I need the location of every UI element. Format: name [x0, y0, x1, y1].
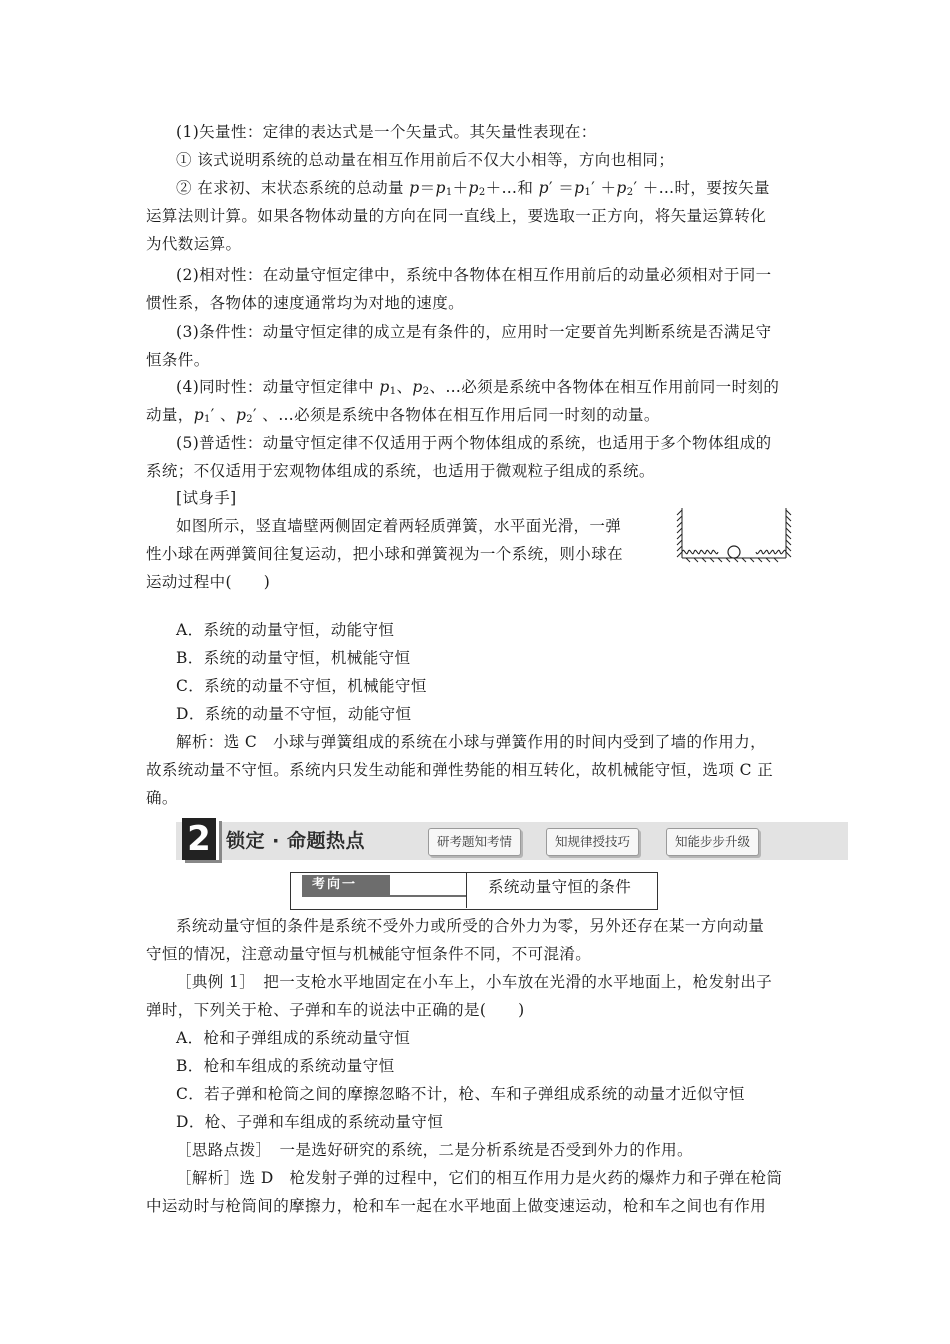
question-stem-line: 性小球在两弹簧间往复运动，把小球和弹簧视为一个系统，则小球在: [146, 545, 624, 563]
solution-line: 中运动时与枪筒间的摩擦力，枪和车一起在水平地面上做变速运动，枪和车之间也有作用: [146, 1197, 767, 1215]
example-question: ［典例 1］ 把一支枪水平地固定在小车上，小车放在光滑的水平地面上，枪发射出子: [176, 973, 773, 991]
option-d: D．系统的动量不守恒，动能守恒: [176, 705, 412, 723]
banner-tag-2: 知规律授技巧: [546, 828, 639, 856]
topic-underline: [302, 895, 466, 897]
option-b: B．系统的动量守恒，机械能守恒: [176, 649, 411, 667]
answer-analysis: 解析：选 C 小球与弹簧组成的系统在小球与弹簧作用的时间内受到了墙的作用力，: [176, 733, 766, 751]
banner-tag-3: 知能步步升级: [666, 828, 759, 856]
paragraph-line: 惯性系，各物体的速度通常均为对地的速度。: [146, 294, 465, 312]
section-title: 锁定 · 命题热点: [226, 830, 365, 852]
paragraph-conditions: 系统动量守恒的条件是系统不受外力或所受的合外力为零，另外还存在某一方向动量: [176, 917, 765, 935]
example-option-c: C．若子弹和枪筒之间的摩擦忽略不计，枪、车和子弹组成系统的动量才近似守恒: [176, 1085, 745, 1103]
option-a: A．系统的动量守恒，动能守恒: [176, 621, 395, 639]
solution-paragraph: ［解析］选 D 枪发射子弹的过程中，它们的相互作用力是火药的爆炸力和子弹在枪筒: [176, 1169, 783, 1187]
topic-divider: [466, 873, 467, 908]
question-stem-line: 运动过程中( ): [146, 573, 271, 591]
paragraph-universality: (5)普适性：动量守恒定律不仅适用于两个物体组成的系统，也适用于多个物体组成的: [176, 434, 772, 452]
example-question-line: 弹时，下列关于枪、子弹和车的说法中正确的是( ): [146, 1001, 525, 1019]
example-option-d: D．枪、子弹和车组成的系统动量守恒: [176, 1113, 444, 1131]
answer-analysis-line: 确。: [146, 789, 178, 807]
paragraph-line: 守恒的情况，注意动量守恒与机械能守恒条件不同，不可混淆。: [146, 945, 592, 963]
banner-tag-1: 研考题知考情: [428, 828, 521, 856]
paragraph-line: 恒条件。: [146, 351, 210, 369]
paragraph-condition: (3)条件性：动量守恒定律的成立是有条件的，应用时一定要首先判断系统是否满足守: [176, 323, 772, 341]
paragraph-relativity: (2)相对性：在动量守恒定律中，系统中各物体在相互作用前后的动量必须相对于同一: [176, 266, 772, 284]
paragraph-vector-1: ① 该式说明系统的总动量在相互作用前后不仅大小相等，方向也相同；: [176, 151, 675, 169]
section-number: 2: [182, 818, 219, 860]
paragraph-line: 运算法则计算。如果各物体动量的方向在同一直线上，要选取一正方向，将矢量运算转化: [146, 207, 767, 225]
topic-title: 系统动量守恒的条件: [488, 878, 632, 896]
paragraph-vector-2: ② 在求初、末状态系统的总动量 $p=p_1+p_2+\dots$和 $p' =p_1' +p_2'$ ＋…时，要按矢量: [176, 179, 770, 198]
topic-label: 考向一: [302, 875, 390, 895]
paragraph-line: 为代数运算。: [146, 235, 242, 253]
question-stem: 如图所示，竖直墙壁两侧固定着两轻质弹簧，水平面光滑，一弹: [176, 517, 622, 535]
example-option-a: A．枪和子弹组成的系统动量守恒: [176, 1029, 411, 1047]
example-option-b: B．枪和车组成的系统动量守恒: [176, 1057, 395, 1075]
section-label-try: [试身手]: [176, 489, 237, 507]
paragraph-simultaneity: (4)同时性：动量守恒定律中 $p_1$、$p_2$、…必须是系统中各物体在相互作用前同一时刻的: [176, 378, 780, 397]
paragraph-line: 动量，$p_1'$ 、$p_2'$ 、…必须是系统中各物体在相互作用后同一时刻的动量。: [146, 406, 660, 425]
hint-paragraph: ［思路点拨］ 一是选好研究的系统，二是分析系统是否受到外力的作用。: [176, 1141, 693, 1159]
paragraph-vector: (1)矢量性：定律的表达式是一个矢量式。其矢量性表现在：: [176, 123, 597, 141]
paragraph-line: 系统；不仅适用于宏观物体组成的系统，也适用于微观粒子组成的系统。: [146, 462, 655, 480]
option-c: C．系统的动量不守恒，机械能守恒: [176, 677, 427, 695]
spring-ball-diagram: [676, 506, 792, 566]
answer-analysis-line: 故系统动量不守恒。系统内只发生动能和弹性势能的相互转化，故机械能守恒，选项 C 正: [146, 761, 774, 779]
